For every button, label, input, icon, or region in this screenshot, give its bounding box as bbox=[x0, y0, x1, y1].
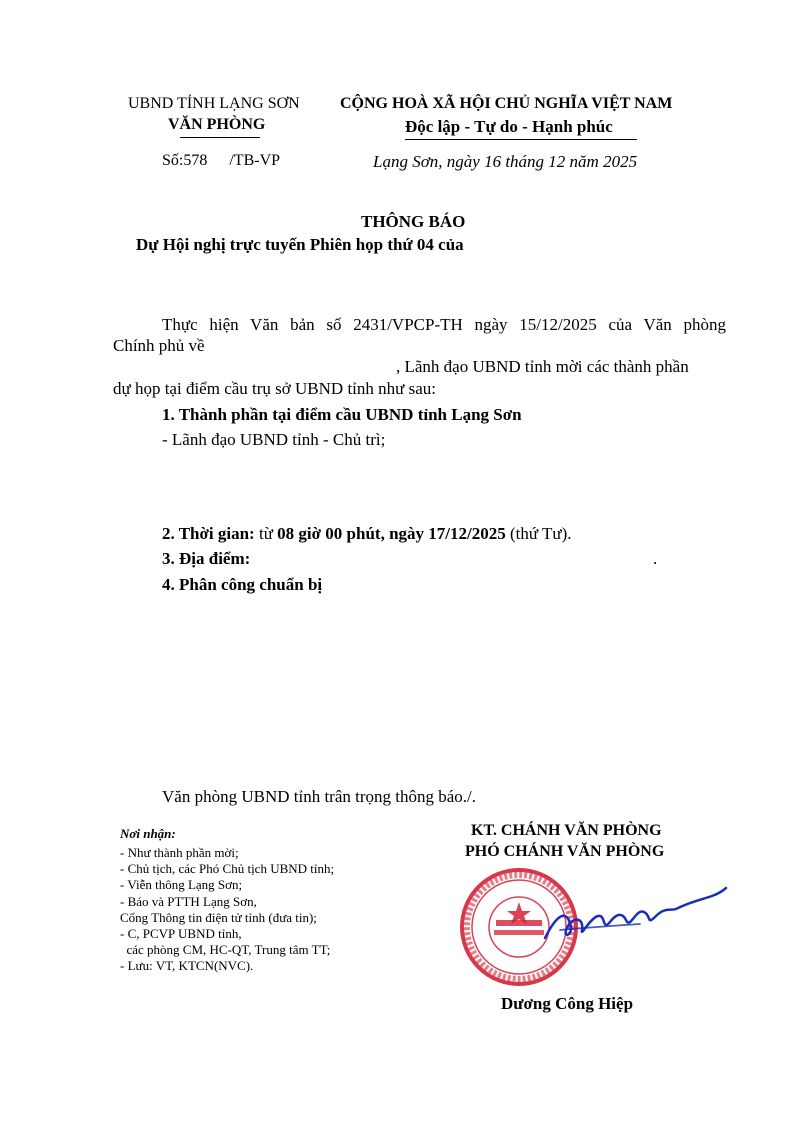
doc-subtitle: Dự Hội nghị trực tuyến Phiên họp thứ 04 của bbox=[136, 235, 464, 254]
closing-line: Văn phòng UBND tỉnh trân trọng thông báo./. bbox=[162, 787, 476, 806]
section3-tail: . bbox=[653, 549, 658, 568]
recipient-item: - Lưu: VT, KTCN(NVC). bbox=[120, 958, 254, 974]
recipient-item: các phòng CM, HC-QT, Trung tâm TT; bbox=[120, 942, 331, 958]
signer-name: Dương Công Hiệp bbox=[501, 994, 634, 1013]
national-title: CỘNG HOÀ XÃ HỘI CHỦ NGHĨA VIỆT NAM bbox=[340, 95, 673, 112]
section2-post: (thứ Tư). bbox=[505, 524, 572, 543]
recipient-item: - Như thành phần mời; bbox=[120, 845, 239, 860]
doc-title: THÔNG BÁO bbox=[361, 212, 466, 231]
section2-line bbox=[162, 524, 572, 544]
signer-title-1: KT. CHÁNH VĂN PHÒNG bbox=[471, 822, 662, 839]
issuer-underline bbox=[180, 137, 260, 138]
handwritten-signature bbox=[540, 878, 730, 948]
recipient-item: - Chủ tịch, các Phó Chủ tịch UBND tỉnh; bbox=[120, 861, 335, 877]
place-date: Lạng Sơn, ngày 16 tháng 12 năm 2025 bbox=[373, 152, 638, 171]
recipient-item: - C, PCVP UBND tỉnh, bbox=[120, 926, 242, 942]
body-para1-line4: dự họp tại điểm cầu trụ sở UBND tỉnh như sau: bbox=[113, 379, 436, 398]
recipient-item: - Viễn thông Lạng Sơn; bbox=[120, 877, 243, 893]
body-para1-line1: Thực hiện Văn bản số 2431/VPCP-TH ngày 15/12/2025 của Văn phòng bbox=[162, 315, 726, 334]
motto-underline bbox=[405, 139, 637, 140]
doc-number bbox=[162, 152, 280, 170]
recipient-item: - Báo và PTTH Lạng Sơn, bbox=[120, 893, 257, 909]
issuer-parent: UBND TỈNH LẠNG SƠN bbox=[128, 95, 300, 112]
recipients-list bbox=[120, 845, 334, 975]
section1-item1: - Lãnh đạo UBND tỉnh - Chủ trì; bbox=[162, 430, 386, 449]
section2-time: 08 giờ 00 phút, ngày 17/12/2025 bbox=[277, 524, 506, 543]
national-motto: Độc lập - Tự do - Hạnh phúc bbox=[405, 117, 613, 136]
section4-heading: 4. Phân công chuẩn bị bbox=[162, 575, 323, 594]
section1-heading: 1. Thành phần tại điểm cầu UBND tỉnh Lạng Sơn bbox=[162, 405, 522, 424]
issuer-name: VĂN PHÒNG bbox=[168, 116, 266, 133]
section3-label: 3. Địa điểm: bbox=[162, 549, 251, 568]
section2-pre: từ bbox=[254, 524, 278, 543]
recipient-item: Cổng Thông tin điện tử tỉnh (đưa tin); bbox=[120, 909, 317, 925]
signer-title-2: PHÓ CHÁNH VĂN PHÒNG bbox=[465, 843, 665, 860]
recipients-heading: Nơi nhận: bbox=[120, 826, 176, 841]
section2-label: 2. Thời gian: bbox=[162, 524, 255, 543]
body-para1-line2: Chính phủ về bbox=[113, 336, 205, 355]
doc-number-suffix: /TB-VP bbox=[229, 152, 281, 169]
body-para1-line3: , Lãnh đạo UBND tỉnh mời các thành phần bbox=[396, 357, 689, 376]
doc-number-prefix: Số:578 bbox=[162, 152, 208, 169]
